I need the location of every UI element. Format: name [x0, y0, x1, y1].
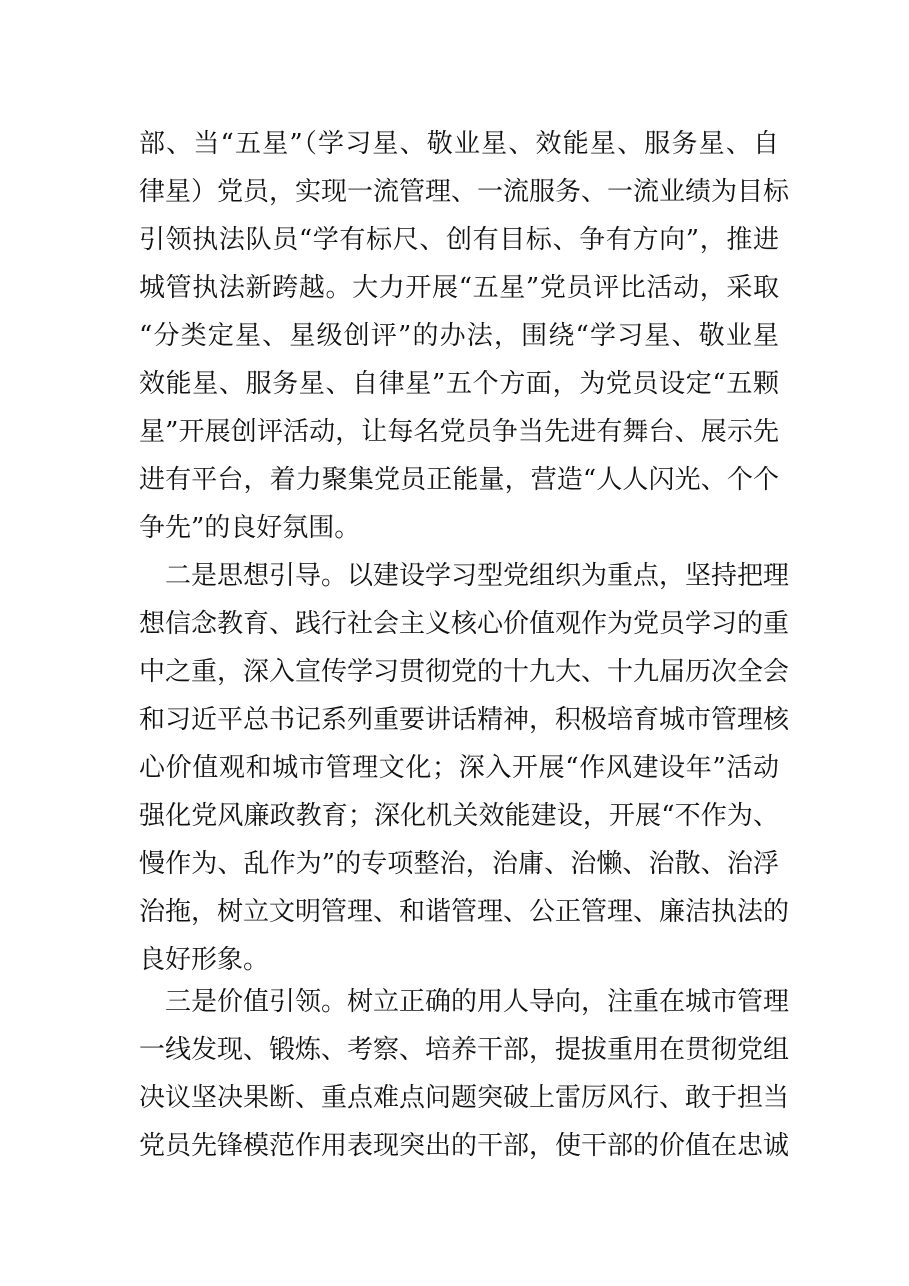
text-line: 进有平台，着力聚集党员正能量，营造“人人闪光、个个	[139, 465, 779, 495]
text-line: 城管执法新跨越。大力开展“五星”党员评比活动，采取	[139, 273, 779, 303]
text-line: 心价值观和城市管理文化；深入开展“作风建设年”活动	[139, 753, 779, 783]
text-line: 星”开展创评活动，让每名党员争当先进有舞台、展示先	[139, 417, 779, 447]
paragraph-five-star	[139, 120, 790, 552]
text-line: 党员先锋模范作用表现突出的干部，使干部的价值在忠诚	[139, 1131, 790, 1161]
text-line: 中之重，深入宣传学习贯彻党的十九大、十九届历次全会	[139, 657, 790, 687]
paragraph-ideological-guidance	[139, 552, 790, 984]
text-line: “分类定星、星级创评”的办法，围绕“学习星、敬业星	[139, 321, 779, 351]
text-line: 慢作为、乱作为”的专项整治，治庸、治懒、治散、治浮	[139, 849, 779, 879]
text-line: 引领执法队员“学有标尺、创有目标、争有方向”，推进	[139, 225, 779, 255]
text-line: 良好形象。	[139, 945, 270, 975]
paragraph-value-leadership	[139, 978, 790, 1170]
text-line: 想信念教育、践行社会主义核心价值观作为党员学习的重	[139, 609, 790, 639]
text-line: 三是价值引领。树立正确的用人导向，注重在城市管理	[139, 987, 790, 1017]
text-line: 强化党风廉政教育；深化机关效能建设，开展“不作为、	[139, 801, 779, 831]
text-line: 决议坚决果断、重点难点问题突破上雷厉风行、敢于担当	[139, 1083, 790, 1113]
text-line: 律星）党员，实现一流管理、一流服务、一流业绩为目标	[139, 177, 790, 207]
text-line: 一线发现、锻炼、考察、培养干部，提拔重用在贯彻党组	[139, 1035, 790, 1065]
text-line: 效能星、服务星、自律星”五个方面，为党员设定“五颗	[139, 369, 779, 399]
text-line: 和习近平总书记系列重要讲话精神，积极培育城市管理核	[139, 705, 790, 735]
text-line: 二是思想引导。以建设学习型党组织为重点，坚持把理	[139, 561, 790, 591]
text-line: 治拖，树立文明管理、和谐管理、公正管理、廉洁执法的	[139, 897, 790, 927]
text-line: 部、当“五星”（学习星、敬业星、效能星、服务星、自	[139, 129, 779, 159]
text-line: 争先”的良好氛围。	[139, 513, 361, 543]
